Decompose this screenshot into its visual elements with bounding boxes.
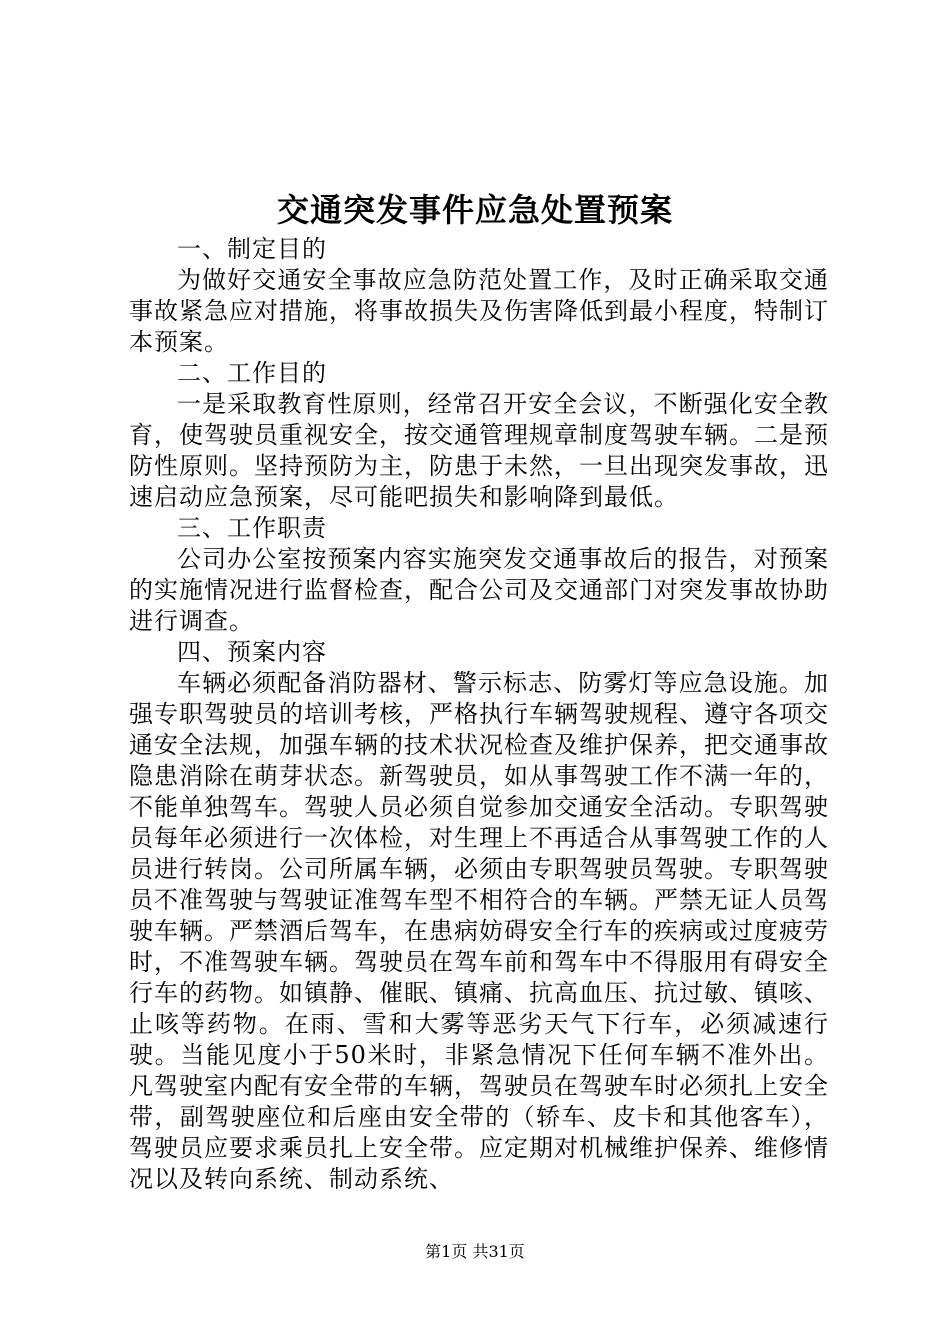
section-heading-purpose: 一、制定目的	[177, 235, 327, 263]
section-heading-content: 四、预案内容	[177, 638, 327, 666]
paragraph-purpose: 为做好交通安全事故应急防范处置工作，及时正确采取交通事故紧急应对措施，将事故损失及伤害降低到最小程度，特制订本预案。	[129, 266, 829, 356]
section-heading-duties: 三、工作职责	[177, 514, 327, 542]
document-body	[129, 234, 829, 1195]
paragraph-content: 车辆必须配备消防器材、警示标志、防雾灯等应急设施。加强专职驾驶员的培训考核，严格执行车辆驾驶规程、遵守各项交通安全法规，加强车辆的技术状况检查及维护保养，把交通事故隐患消除在萌芽状态。新驾驶员，如从事驾驶工作不满一年的，不能单独驾车。驾驶人员必须自觉参加交通安全活动。专职驾驶员每年必须进行一次体检，对生理上不再适合从事驾驶工作的人员进行转岗。公司所属车辆，必须由专职驾驶员驾驶。专职驾驶员不准驾驶与驾驶证准驾车型不相符合的车辆。严禁无证人员驾驶车辆。严禁酒后驾车，在患病妨碍安全行车的疾病或过度疲劳时，不准驾驶车辆。驾驶员在驾车前和驾车中不得服用有碍安全行车的药物。如镇静、催眠、镇痛、抗高血压、抗过敏、镇咳、止咳等药物。在雨、雪和大雾等恶劣天气下行车，必须减速行驶。当能见度小于50米时，非紧急情况下任何车辆不准外出。凡驾驶室内配有安全带的车辆，驾驶员在驾驶车时必须扎上安全带，副驾驶座位和后座由安全带的（轿车、皮卡和其他客车），驾驶员应要求乘员扎上安全带。应定期对机械维护保养、维修情况以及转向系统、制动系统、	[129, 669, 829, 1193]
section-heading-goals: 二、工作目的	[177, 359, 327, 387]
paragraph-duties: 公司办公室按预案内容实施突发交通事故后的报告，对预案的实施情况进行监督检查，配合公司及交通部门对突发事故协助进行调查。	[129, 545, 829, 635]
document-title: 交通突发事件应急处置预案	[276, 191, 673, 229]
page-number-footer: 第1页 共31页	[425, 1242, 525, 1261]
paragraph-goals: 一是采取教育性原则，经常召开安全会议，不断强化安全教育，使驾驶员重视安全，按交通管理规章制度驾驶车辆。二是预防性原则。坚持预防为主，防患于未然，一旦出现突发事故，迅速启动应急预案，尽可能吧损失和影响降到最低。	[129, 390, 829, 511]
